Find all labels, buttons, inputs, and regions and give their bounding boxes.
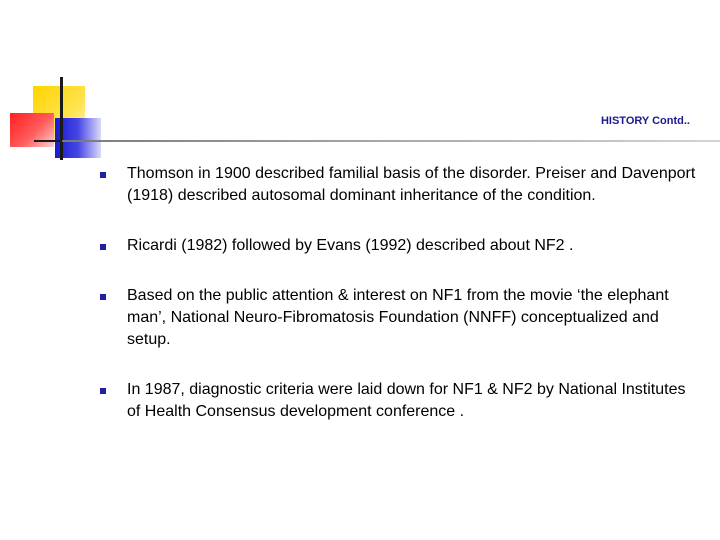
bullet-text: Ricardi (1982) followed by Evans (1992) described about NF2 . (127, 237, 574, 254)
bullet-item (96, 235, 696, 257)
bullet-item (96, 379, 696, 423)
bullet-square-icon (100, 388, 106, 394)
bullet-item (96, 163, 696, 207)
slide-logo-decoration (0, 0, 110, 170)
bullet-text: Based on the public attention & interest on NF1 from the movie ‘the elephant man’, National Neuro-Fibromatosis Foundation (NNFF) conceptualized and setup. (127, 287, 669, 348)
bullet-square-icon (100, 294, 106, 300)
bullet-text: Thomson in 1900 described familial basis of the disorder. Preiser and Davenport (1918) described autosomal dominant inheritance of the condition. (127, 165, 696, 204)
slide-title: HISTORY Contd.. (600, 115, 690, 127)
header-divider (62, 140, 720, 142)
bullet-square-icon (100, 244, 106, 250)
bullet-list (96, 163, 696, 451)
bullet-square-icon (100, 172, 106, 178)
logo-vertical-line (60, 77, 63, 160)
bullet-text: In 1987, diagnostic criteria were laid down for NF1 & NF2 by National Institutes of Health Consensus development conference . (127, 381, 686, 420)
bullet-item (96, 285, 696, 351)
